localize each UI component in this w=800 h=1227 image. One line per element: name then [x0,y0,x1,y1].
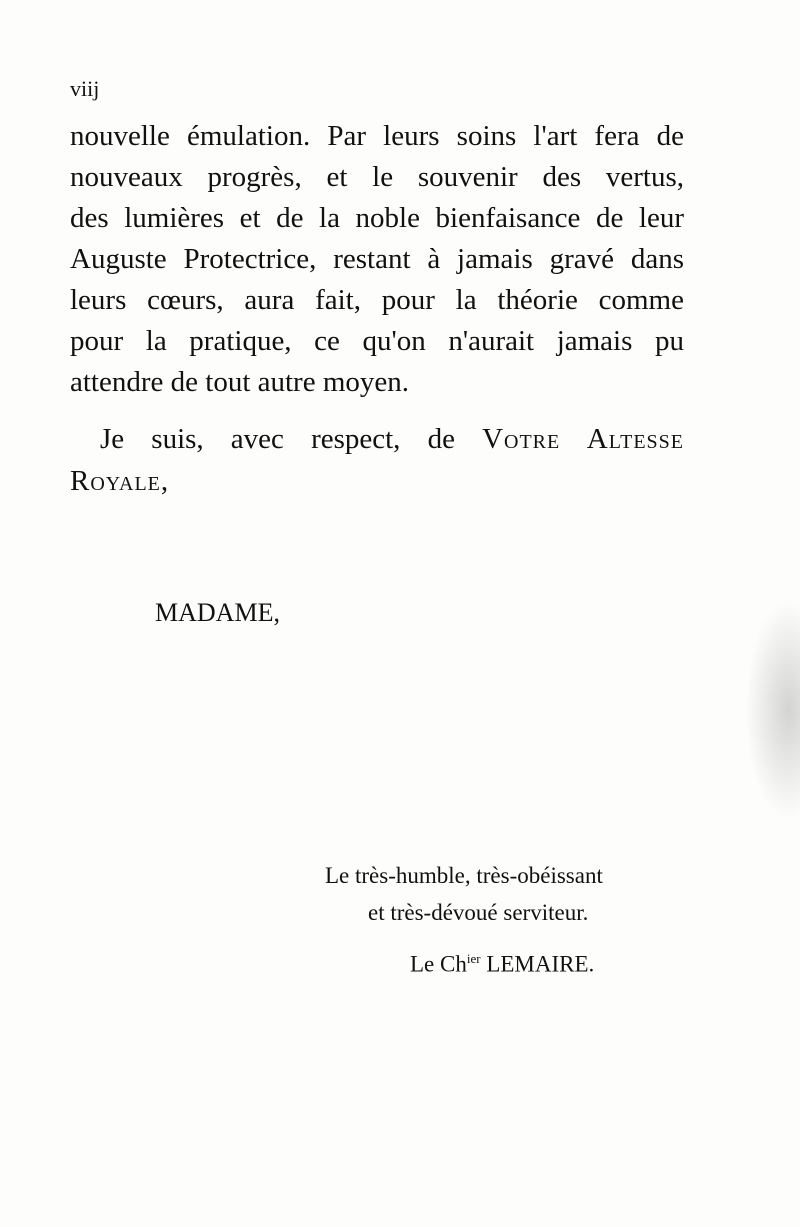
page-smudge [745,600,800,820]
closing-line-1 [70,418,684,460]
closing-title: Votre Altesse [482,423,684,455]
main-paragraph [70,116,684,403]
closing-prefix: Je suis, avec respect, de [100,423,483,455]
paragraph-line: attendre de tout autre moyen. [70,366,410,398]
closing-formula [70,418,684,502]
signature-name: LEMAIRE. [480,951,595,977]
closing-title-2: Royale [70,465,161,497]
signature-superscript: ier [466,951,481,966]
paragraph-line: Auguste Protectrice, restant à jamais gravé dans [70,243,684,275]
paragraph-line: nouvelle émulation. Par leurs soins l'art fera de [70,120,684,152]
page-number: viij [70,76,100,101]
signature-line-1: Le très-humble, très-obéissant [325,863,603,888]
paragraph-line: des lumières et de la noble bienfaisance de leur [70,202,684,234]
paragraph-line: pour la pratique, ce qu'on n'aurait jamais pu [70,325,684,357]
salutation: MADAME, [155,598,280,627]
signature-line-3 [410,951,594,978]
signature-prefix: Le Ch [410,951,467,977]
paragraph-line: leurs cœurs, aura fait, pour la théorie comme [70,284,684,316]
signature-line-2: et très-dévoué serviteur. [368,900,589,925]
closing-suffix: , [160,465,169,497]
paragraph-line: nouveaux progrès, et le souvenir des vertus, [70,161,684,193]
closing-line-2 [70,465,168,497]
